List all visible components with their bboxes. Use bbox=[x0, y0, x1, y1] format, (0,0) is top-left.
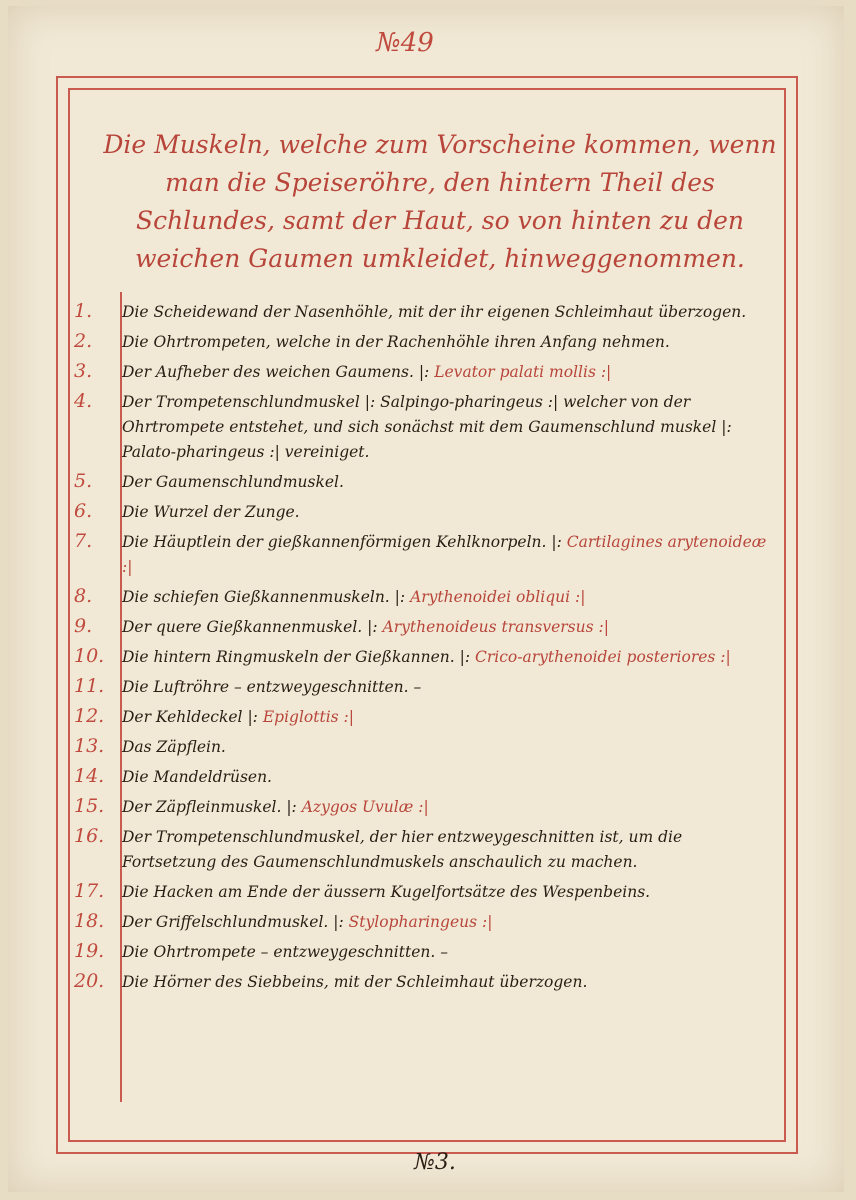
entry-text bbox=[120, 795, 774, 820]
entry-number: 10. bbox=[74, 645, 105, 667]
page-title: Die Muskeln, welche zum Vorscheine kommen, wenn man die Speiseröhre, den hintern Theil des Schlundes, samt der Haut, so von hinten zu den weichen Gaumen umkleidet, hinweggenommen. bbox=[103, 130, 777, 273]
entry-number: 12. bbox=[74, 705, 105, 727]
entry-text bbox=[120, 330, 774, 355]
entry-text bbox=[120, 765, 774, 790]
entry-german-text: Die Luftröhre – entzweygeschnitten. – bbox=[122, 678, 422, 696]
entry-text bbox=[120, 300, 774, 325]
entry-number: 15. bbox=[74, 795, 105, 817]
entry-text bbox=[120, 500, 774, 525]
entry-number: 11. bbox=[74, 675, 105, 697]
entry-text bbox=[120, 645, 774, 670]
entry-number: 3. bbox=[74, 360, 93, 382]
entry-german-text: Der Aufheber des weichen Gaumens. |: bbox=[122, 363, 430, 381]
entry-german-text: Die Wurzel der Zunge. bbox=[122, 503, 300, 521]
entry-german-text: Der Gaumenschlundmuskel. bbox=[122, 473, 344, 491]
entry-german-text: Die Ohrtrompeten, welche in der Rachenhöhle ihren Anfang nehmen. bbox=[122, 333, 670, 351]
entry-german-text: Die Ohrtrompete – entzweygeschnitten. – bbox=[122, 943, 448, 961]
entry-text bbox=[120, 735, 774, 760]
entry-number: 8. bbox=[74, 585, 93, 607]
list-item bbox=[74, 360, 774, 385]
list-item bbox=[74, 470, 774, 495]
list-item bbox=[74, 940, 774, 965]
entry-german-text: Die Hörner des Siebbeins, mit der Schleimhaut überzogen. bbox=[122, 973, 588, 991]
entry-text bbox=[120, 615, 774, 640]
entry-number: 2. bbox=[74, 330, 93, 352]
entry-text bbox=[120, 705, 774, 730]
list-item bbox=[74, 910, 774, 935]
page-number-top: №49 bbox=[376, 28, 434, 58]
list-item bbox=[74, 880, 774, 905]
entry-latin-term: Epiglottis :| bbox=[262, 708, 354, 726]
entry-text bbox=[120, 910, 774, 935]
entry-latin-term: Cartilagines arytenoideæ :| bbox=[122, 533, 767, 576]
entry-text bbox=[120, 880, 774, 905]
entry-number: 17. bbox=[74, 880, 105, 902]
list-item bbox=[74, 330, 774, 355]
entry-text bbox=[120, 675, 774, 700]
page-number-bottom: №3. bbox=[414, 1150, 456, 1175]
entry-number: 13. bbox=[74, 735, 105, 757]
list-item bbox=[74, 705, 774, 730]
list-item bbox=[74, 530, 774, 580]
list-item bbox=[74, 765, 774, 790]
entry-text bbox=[120, 825, 774, 875]
entry-german-text: Der Kehldeckel |: bbox=[122, 708, 258, 726]
entry-number: 5. bbox=[74, 470, 93, 492]
entry-number: 18. bbox=[74, 910, 105, 932]
entry-number: 14. bbox=[74, 765, 105, 787]
entry-text bbox=[120, 940, 774, 965]
entry-latin-term: Stylopharingeus :| bbox=[348, 913, 493, 931]
entry-text bbox=[120, 530, 774, 580]
entry-text bbox=[120, 970, 774, 995]
entry-german-text: Die Häuptlein der gießkannenförmigen Kehlknorpeln. |: bbox=[122, 533, 562, 551]
entry-latin-term: Levator palati mollis :| bbox=[434, 363, 612, 381]
entry-german-text: Der Griffelschlundmuskel. |: bbox=[122, 913, 344, 931]
list-item bbox=[74, 300, 774, 325]
entry-number: 4. bbox=[74, 390, 93, 412]
entry-number: 19. bbox=[74, 940, 105, 962]
list-item bbox=[74, 585, 774, 610]
entry-list bbox=[74, 300, 774, 1000]
list-item bbox=[74, 615, 774, 640]
entry-text bbox=[120, 390, 774, 465]
entry-german-text: Die schiefen Gießkannenmuskeln. |: bbox=[122, 588, 406, 606]
list-item bbox=[74, 390, 774, 465]
entry-german-text: Der quere Gießkannenmuskel. |: bbox=[122, 618, 378, 636]
list-item bbox=[74, 645, 774, 670]
entry-german-text: Die Mandeldrüsen. bbox=[122, 768, 272, 786]
list-item bbox=[74, 970, 774, 995]
entry-latin-term: Crico-arythenoidei posteriores :| bbox=[475, 648, 731, 666]
entry-number: 1. bbox=[74, 300, 93, 322]
entry-number: 16. bbox=[74, 825, 105, 847]
entry-german-text: Der Trompetenschlundmuskel, der hier entzweygeschnitten ist, um die Fortsetzung des Gaumenschlundmuskels anschaulich zu machen. bbox=[122, 828, 683, 871]
entry-number: 9. bbox=[74, 615, 93, 637]
list-item bbox=[74, 735, 774, 760]
list-item bbox=[74, 795, 774, 820]
entry-german-text: Der Trompetenschlundmuskel |: Salpingo-pharingeus :| welcher von der Ohrtrompete entstehet, und sich sonächst mit dem Gaumenschlund muskel |: Palato-pharingeus :| vereiniget. bbox=[122, 393, 732, 461]
list-item bbox=[74, 825, 774, 875]
entry-german-text: Die Scheidewand der Nasenhöhle, mit der ihr eigenen Schleimhaut überzogen. bbox=[122, 303, 747, 321]
entry-number: 7. bbox=[74, 530, 93, 552]
entry-text bbox=[120, 360, 774, 385]
entry-text bbox=[120, 470, 774, 495]
entry-latin-term: Arythenoideus transversus :| bbox=[382, 618, 609, 636]
entry-german-text: Die hintern Ringmuskeln der Gießkannen. |: bbox=[122, 648, 471, 666]
entry-latin-term: Azygos Uvulæ :| bbox=[301, 798, 429, 816]
list-item bbox=[74, 500, 774, 525]
entry-german-text: Der Zäpfleinmuskel. |: bbox=[122, 798, 297, 816]
list-item bbox=[74, 675, 774, 700]
entry-number: 6. bbox=[74, 500, 93, 522]
entry-german-text: Die Hacken am Ende der äussern Kugelfortsätze des Wespenbeins. bbox=[122, 883, 651, 901]
entry-german-text: Das Zäpflein. bbox=[122, 738, 226, 756]
entry-number: 20. bbox=[74, 970, 105, 992]
entry-text bbox=[120, 585, 774, 610]
entry-latin-term: Arythenoidei obliqui :| bbox=[410, 588, 586, 606]
